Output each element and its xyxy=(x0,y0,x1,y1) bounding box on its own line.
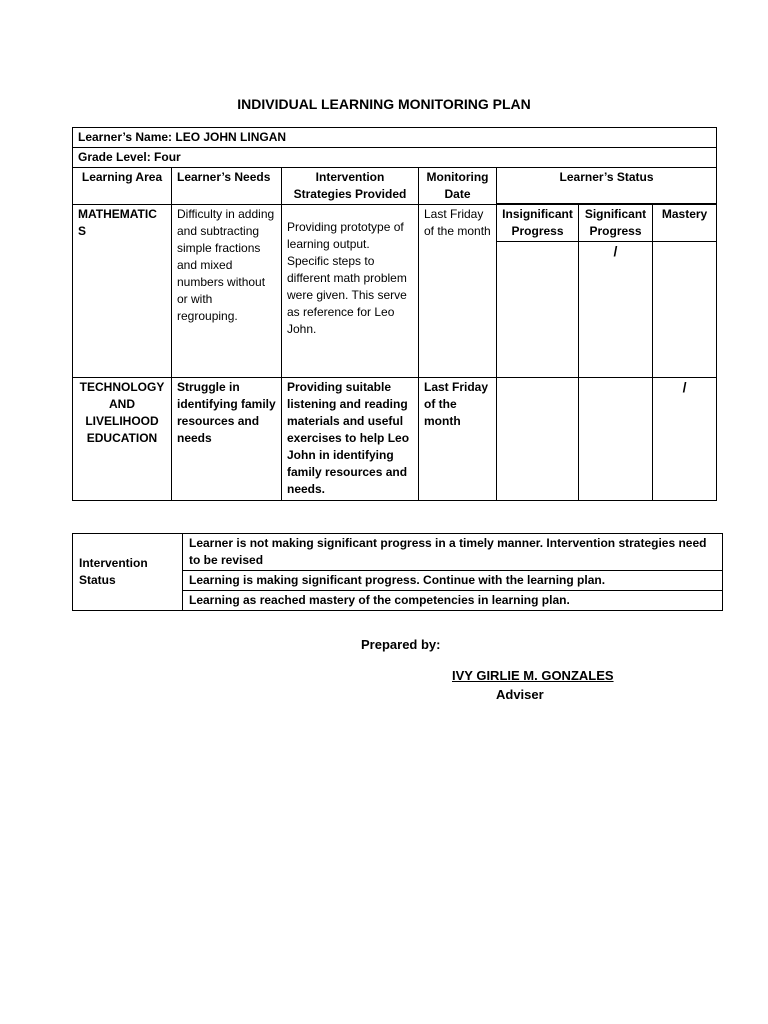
row-2-needs: Struggle in identifying family resources and needs xyxy=(172,378,282,501)
page-title: INDIVIDUAL LEARNING MONITORING PLAN xyxy=(237,96,531,112)
row-1-date: Last Friday of the month xyxy=(419,205,497,378)
header-insignificant: Insignificant Progress xyxy=(497,205,579,242)
monitoring-table xyxy=(72,127,717,501)
row-1-insignificant xyxy=(497,242,579,378)
header-mastery: Mastery xyxy=(653,205,717,242)
grade-level: Grade Level: Four xyxy=(73,148,717,168)
learner-name: Learner’s Name: LEO JOHN LINGAN xyxy=(73,128,717,148)
row-1-significant-check: / xyxy=(579,242,653,378)
legend-item: Learning is making significant progress. Continue with the learning plan. xyxy=(183,571,723,591)
adviser-role: Adviser xyxy=(496,687,544,702)
header-learners-status: Learner’s Status xyxy=(497,168,717,204)
row-1-mastery xyxy=(653,242,717,378)
header-monitoring-date: Monitoring Date xyxy=(419,168,497,205)
row-2-date: Last Friday of the month xyxy=(419,378,497,501)
header-learners-needs: Learner’s Needs xyxy=(172,168,282,205)
header-significant: Significant Progress xyxy=(579,205,653,242)
header-learning-area: Learning Area xyxy=(73,168,172,205)
row-2-area: TECHNOLOGY AND LIVELIHOOD EDUCATION xyxy=(73,378,172,501)
row-2-significant xyxy=(579,378,653,501)
row-1-intervention: Providing prototype of learning output. Specific steps to different math problem were given. This serve as reference for Leo John. xyxy=(282,205,419,378)
legend-item: Learning as reached mastery of the competencies in learning plan. xyxy=(183,591,723,611)
adviser-name: IVY GIRLIE M. GONZALES xyxy=(452,668,614,683)
row-1-area: MATHEMATIC S xyxy=(73,205,172,378)
row-2-mastery-check: / xyxy=(653,378,717,501)
row-1-needs: Difficulty in adding and subtracting simple fractions and mixed numbers without or with regrouping. xyxy=(172,205,282,378)
prepared-by-label: Prepared by: xyxy=(361,637,441,652)
header-intervention: Intervention Strategies Provided xyxy=(282,168,419,205)
legend-label: Intervention Status xyxy=(73,534,183,611)
legend-item: Learner is not making significant progress in a timely manner. Intervention strategies need to be revised xyxy=(183,534,723,571)
row-2-intervention: Providing suitable listening and reading materials and useful exercises to help Leo John in identifying family resources and needs. xyxy=(282,378,419,501)
intervention-status-legend xyxy=(72,533,723,611)
row-2-insignificant xyxy=(497,378,579,501)
